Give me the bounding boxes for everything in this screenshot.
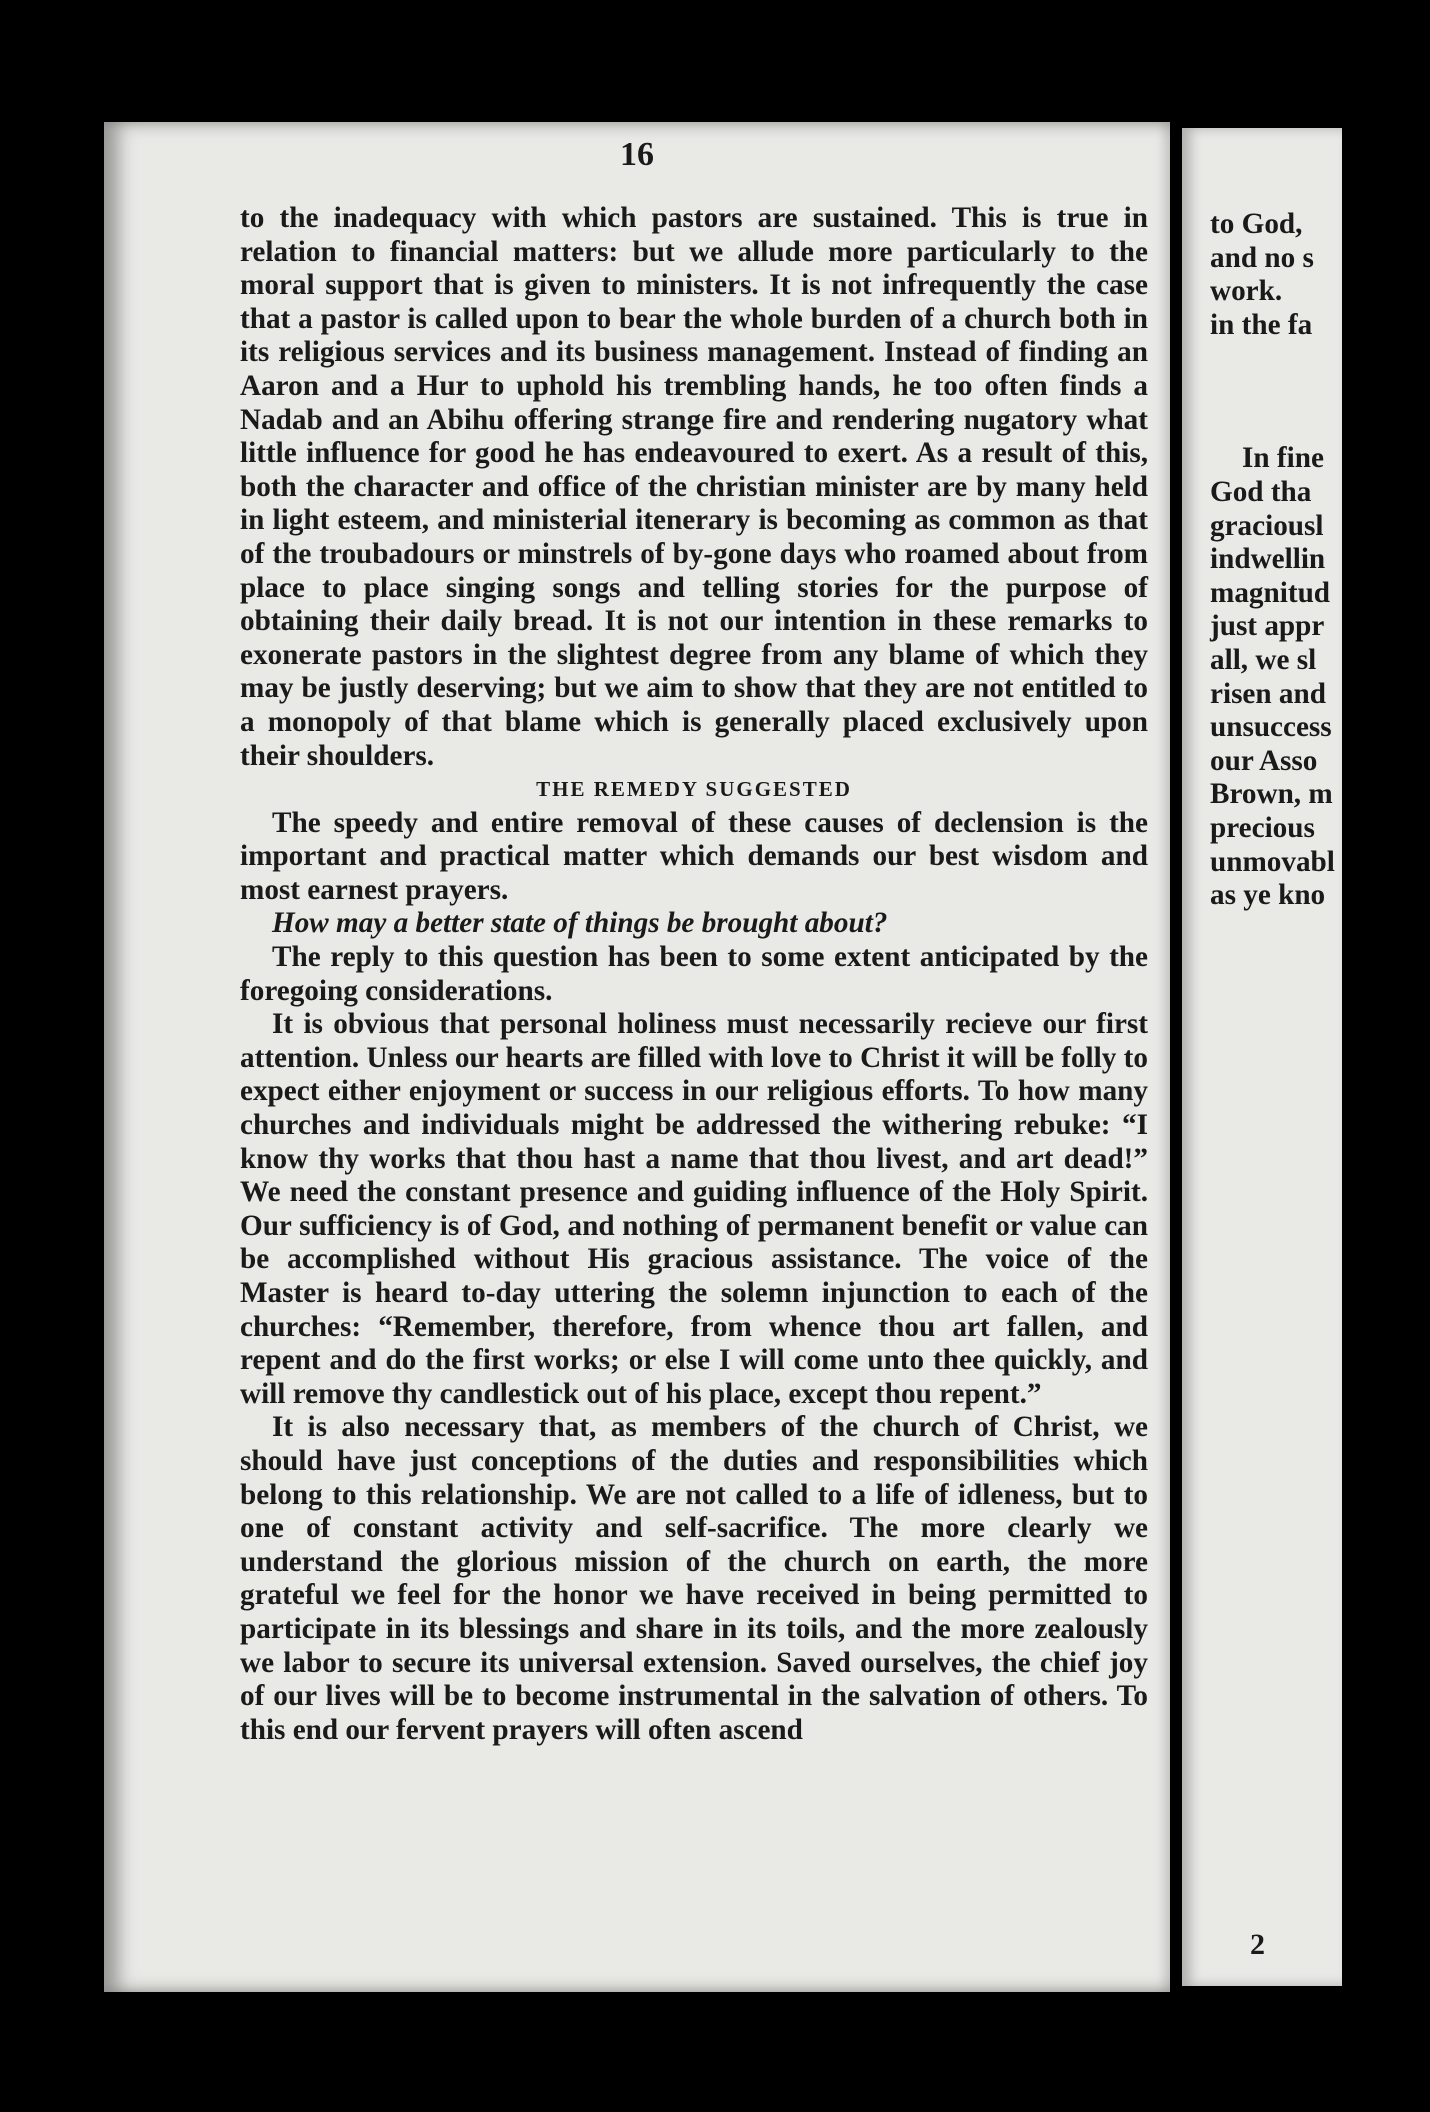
- right-line: graciousl: [1210, 509, 1324, 542]
- page-body: [240, 202, 1148, 1747]
- right-line: our Asso: [1210, 744, 1318, 777]
- right-gap: [1210, 342, 1430, 442]
- left-page: [104, 122, 1170, 1992]
- right-page-number: 2: [1250, 1928, 1265, 1961]
- right-line: risen and: [1210, 677, 1326, 710]
- right-line: indwellin: [1210, 543, 1326, 576]
- right-line: God tha: [1210, 475, 1312, 508]
- paragraph-1: to the inadequacy with which pastors are sustained. This is true in relation to financial matters: but we allude more particularly to the moral support that is given to ministers. It is not infrequently the case that a pastor is called upon to bear the whole burden of a church both in its religious services and its business management. Instead of finding an Aaron and a Hur to uphold his trembling hands, he too often finds a Nadab and an Abihu offering strange fire and rendering nugatory what little influence for good he has endeavoured to exert. As a result of this, both the character and office of the christian minister are by many held in light esteem, and ministerial itenerary is becoming as common as that of the troubadours or minstrels of by-gone days who roamed about from place to place singing songs and telling stories for the purpose of obtaining their daily bread. It is not our intention in these remarks to exonerate pastors in the slightest degree from any blame of which they may be justly deserving; but we aim to show that they are not entitled to a monopoly of that blame which is generally placed exclusively upon their shoulders.: [240, 202, 1148, 772]
- right-line: precious: [1210, 811, 1315, 844]
- right-page-text: [1210, 208, 1430, 913]
- right-line: work.: [1210, 275, 1283, 308]
- right-line: unmovabl: [1210, 845, 1335, 878]
- section-heading: THE REMEDY SUGGESTED: [536, 777, 852, 802]
- paragraph-3: The reply to this question has been to some extent anticipated by the foregoing considerations.: [240, 941, 1148, 1007]
- paragraph-2: The speedy and entire removal of these causes of declension is the important and practical matter which demands our best wisdom and most earnest prayers.: [240, 806, 1148, 906]
- right-line: in the fa: [1210, 308, 1313, 341]
- paragraph-4: It is obvious that personal holiness must necessarily recieve our first attention. Unless our hearts are filled with love to Christ it will be folly to expect either enjoyment or success in our religious efforts. To how many churches and individuals might be addressed the withering rebuke: “I know thy works that thou hast a name that thou livest, and art dead!” We need the constant presence and guiding influence of the Holy Spirit. Our sufficiency is of God, and nothing of permanent benefit or value can be accomplished without His gracious assistance. The voice of the Master is heard to-day uttering the solemn injunction to each of the churches: “Remember, therefore, from whence thou art fallen, and repent and do the first works; or else I will come unto thee quickly, and will remove thy candlestick out of his place, except thou repent.”: [240, 1008, 1148, 1410]
- paragraph-5: It is also necessary that, as members of the church of Christ, we should have just conceptions of the duties and responsibilities which belong to this relationship. We are not called to a life of idleness, but to one of constant activity and self-sacrifice. The more clearly we understand the glorious mission of the church on earth, the more grateful we feel for the honor we have received in being permitted to participate in its blessings and share in its toils, and the more zealously we labor to secure its universal extension. Saved ourselves, the chief joy of our lives will be to become instrumental in the salvation of others. To this end our fervent prayers will often ascend: [240, 1411, 1148, 1746]
- right-page: [1182, 128, 1342, 1986]
- right-line: and no s: [1210, 241, 1314, 274]
- right-line: to God,: [1210, 208, 1303, 240]
- right-line: magnitud: [1210, 576, 1331, 609]
- right-line: In fine: [1242, 442, 1324, 475]
- question-line: How may a better state of things be brought about?: [272, 907, 888, 940]
- page-number: 16: [620, 136, 654, 173]
- right-line: Brown, m: [1210, 778, 1333, 811]
- right-line: just appr: [1210, 610, 1325, 643]
- right-line: as ye kno: [1210, 879, 1326, 912]
- right-line: unsuccess: [1210, 711, 1332, 744]
- right-line: all, we sl: [1210, 643, 1317, 676]
